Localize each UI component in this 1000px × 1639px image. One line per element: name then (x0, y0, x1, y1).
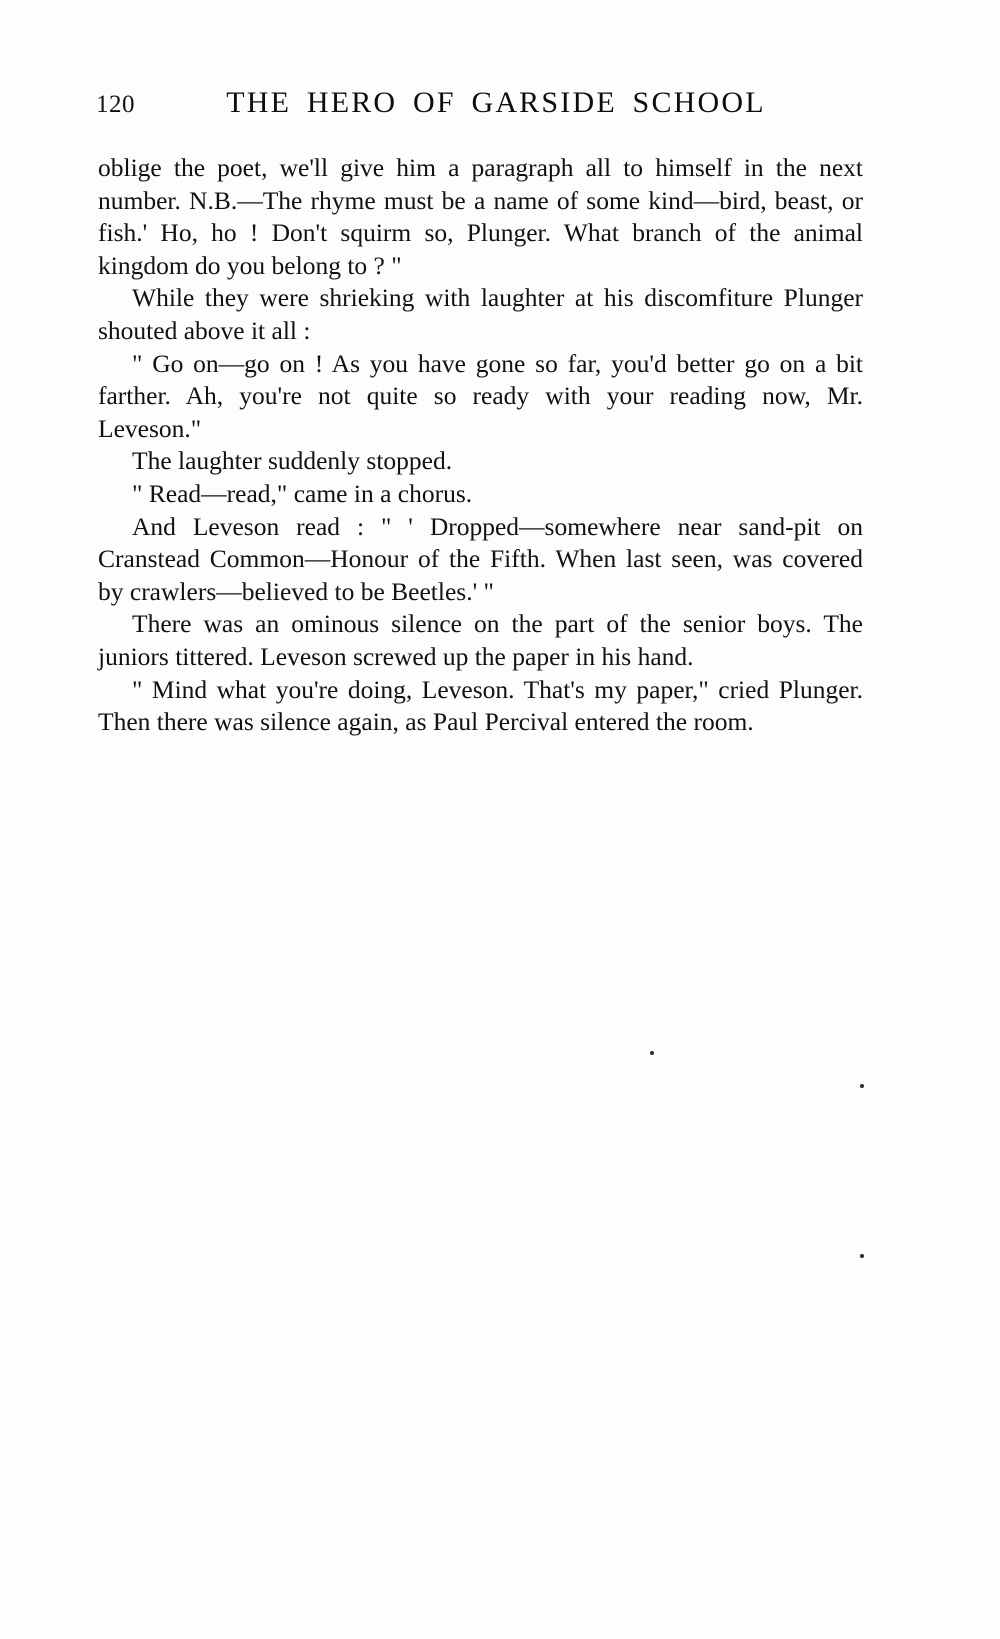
paragraph: " Read—read," came in a chorus. (132, 478, 473, 508)
paragraph: " Mind what you're doing, Leveson. That's my paper," cried Plunger. Then there was silence again, as Paul Percival entered the room. (98, 674, 863, 737)
page-header (96, 86, 866, 120)
page-number: 120 (96, 91, 135, 118)
page-speck (860, 1084, 864, 1088)
paragraph: oblige the poet, we'll give him a paragraph all to himself in the next number. N.B.—The rhyme must be a name of some kind—bird, beast, or fish.' Ho, ho ! Don't squirm so, Plunger. What branch of the animal kingdom do you belong to ? " (98, 153, 863, 280)
paragraph: And Leveson read : " ' Dropped—somewhere near sand-pit on Cranstead Common—Honour of the Fifth. When last seen, was covered by crawlers—believed to be Beetles.' " (98, 511, 863, 606)
paragraph: While they were shrieking with laughter at his discomfiture Plunger shouted above it all : (98, 283, 863, 345)
page-speck (860, 1254, 864, 1258)
paragraph: There was an ominous silence on the part of the senior boys. The juniors tittered. Leveson screwed up the paper in his hand. (98, 609, 863, 671)
body-text (98, 152, 863, 739)
paragraph: " Go on—go on ! As you have gone so far, you'd better go on a bit farther. Ah, you're not quite so ready with your reading now, Mr. Leveson." (98, 348, 863, 443)
running-title: THE HERO OF GARSIDE SCHOOL (226, 86, 766, 119)
paragraph: The laughter suddenly stopped. (132, 446, 453, 476)
page-speck (650, 1051, 654, 1055)
